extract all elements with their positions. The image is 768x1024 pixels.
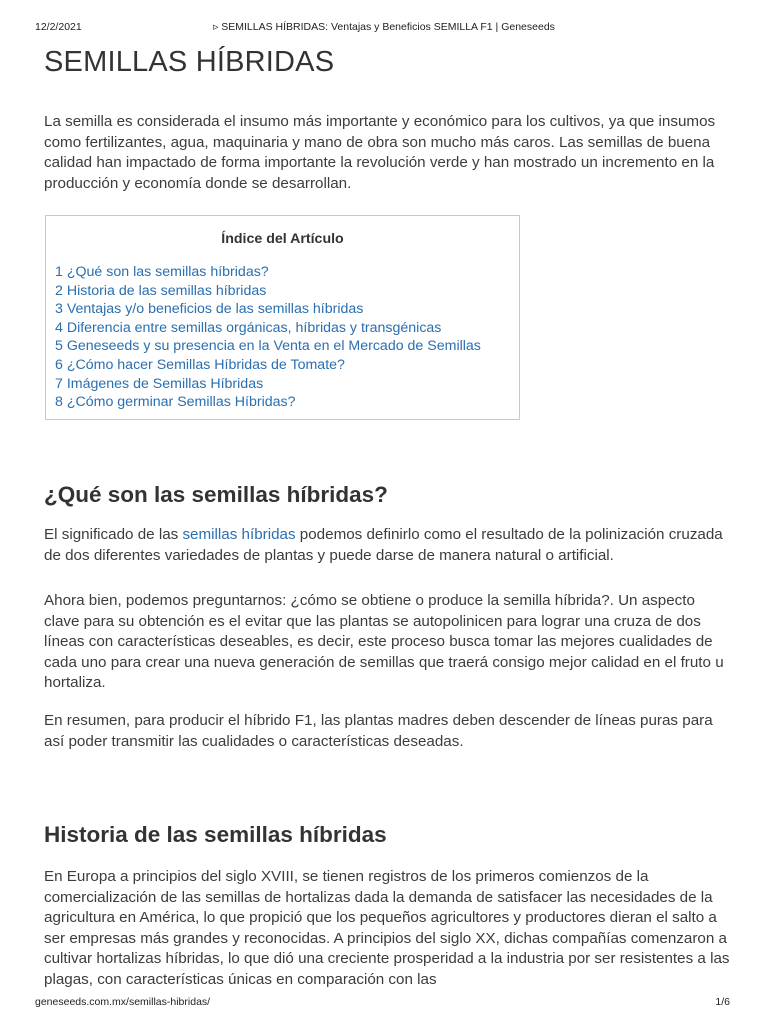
section1-paragraph-3: En resumen, para producir el híbrido F1, las plantas madres deben descender de líneas puras para así poder transmitir las cualidades o características deseadas. [44, 712, 713, 750]
toc-item[interactable]: 7 Imágenes de Semillas Híbridas [55, 375, 264, 392]
section1-p1-text-before: El significado de las [44, 526, 183, 543]
table-of-contents [45, 215, 520, 420]
toc-title: Índice del Artículo [221, 231, 344, 247]
section2-paragraph-1: En Europa a principios del siglo XVIII, se tienen registros de los primeros comienzos de la comercialización de las semillas de hortalizas dada la demanda de satisfacer las necesidades de la agricultura en América, lo que propició que los pequeños agricultores y productores dieran el salto a ser empresas más grandes y reconocidas. A principios del siglo XX, dichas compañías comenzaron a cultivar hortalizas híbridas, lo que dió una creciente prosperidad a la industria por ser resistentes a las plagas, con características únicas en comparación con las [44, 868, 730, 988]
toc-item[interactable]: 6 ¿Cómo hacer Semillas Híbridas de Tomate? [55, 356, 345, 373]
section1-paragraph-1 [44, 525, 734, 566]
section1-p1-text-after: podemos definirlo como el resultado de la polinización cruzada de dos diferentes variedades de plantas y puede darse de manera natural o artificial. [44, 526, 723, 564]
toc-list [55, 263, 481, 412]
toc-item[interactable]: 4 Diferencia entre semillas orgánicas, híbridas y transgénicas [55, 319, 442, 336]
toc-item[interactable]: 2 Historia de las semillas híbridas [55, 282, 267, 299]
print-url: geneseeds.com.mx/semillas-hibridas/ [35, 996, 211, 1008]
print-date: 12/2/2021 [35, 21, 82, 33]
print-header [0, 21, 768, 35]
intro-paragraph: La semilla es considerada el insumo más importante y económico para los cultivos, ya que insumos como fertilizantes, agua, maquinaria y mano de obra son mucho más caros. Las semillas de buena calidad han impactado de forma importante la revolución verde y han mostrado un incremento en la producción y economía donde se desarrollan. [44, 113, 716, 192]
toc-item[interactable]: 3 Ventajas y/o beneficios de las semillas híbridas [55, 301, 364, 318]
print-page-number: 1/6 [715, 996, 730, 1008]
semillas-hibridas-link[interactable]: semillas híbridas [182, 526, 296, 543]
toc-item[interactable]: 1 ¿Qué son las semillas híbridas? [55, 264, 269, 280]
section-heading-que-son: ¿Qué son las semillas híbridas? [44, 482, 388, 507]
section1-paragraph-2: Ahora bien, podemos preguntarnos: ¿cómo se obtiene o produce la semilla híbrida?. Un aspecto clave para su obtención es el evitar que las plantas se autopolinicen para lograr una cruza de dos líneas con características deseables, es decir, este proceso busca tomar las mejores cualidades de cada uno para crear una nueva generación de semillas que traerá consigo mejor calidad en el fruto u hortaliza. [44, 592, 724, 691]
toc-item[interactable]: 5 Geneseeds y su presencia en la Venta en el Mercado de Semillas [55, 338, 481, 355]
section-heading-historia: Historia de las semillas híbridas [44, 822, 387, 847]
page-title: SEMILLAS HÍBRIDAS [44, 46, 335, 78]
print-page-title: ▹ SEMILLAS HÍBRIDAS: Ventajas y Beneficios SEMILLA F1 | Geneseeds [213, 21, 555, 33]
toc-item[interactable]: 8 ¿Cómo germinar Semillas Híbridas? [55, 394, 296, 411]
